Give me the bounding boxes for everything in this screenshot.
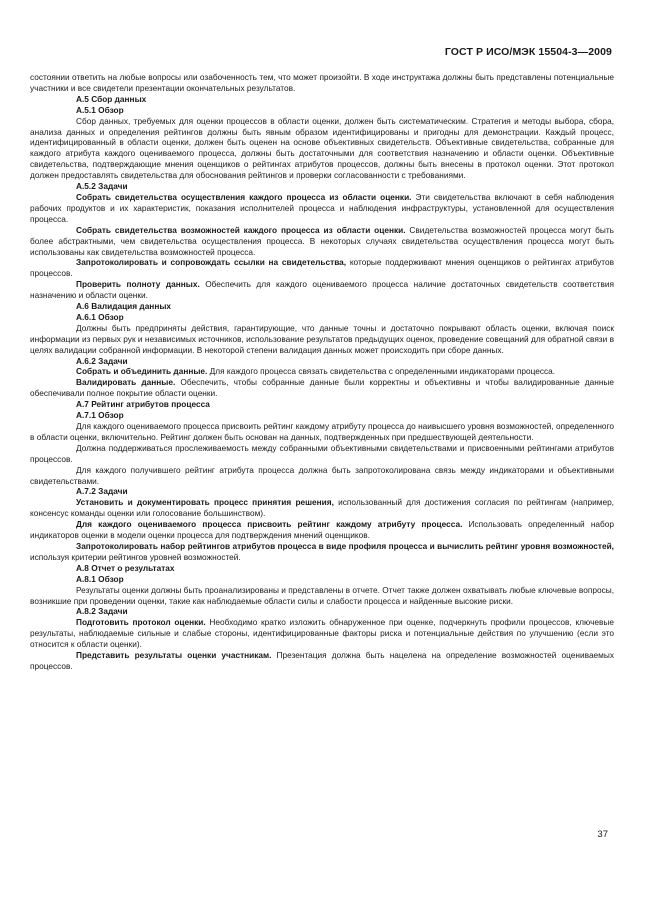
paragraph (30, 585, 614, 607)
paragraph (30, 465, 614, 487)
paragraph-lead: Установить и документировать процесс принятия решения, (76, 497, 334, 508)
paragraph-lead: Проверить полноту данных. (76, 279, 200, 290)
paragraph (30, 225, 614, 258)
paragraph-text: Свидетельства возможностей процесса могут быть более абстрактными, чем свидетельства осуществления процесса. В некоторых случаях свидетельства осуществления процесса могут быть использованы как свидетельства возможностей процесса. (30, 224, 614, 257)
section-heading: А.5.1 Обзор (76, 104, 124, 115)
paragraph-text: Результаты оценки должны быть проанализированы и представлены в отчете. Отчет также должен охватывать любые ключевые вопросы, возникшие при проведении оценки, такие как наблюдаемые области силы и слабости процесса и найденные высокие риски. (30, 584, 614, 606)
paragraph (30, 116, 614, 181)
section-heading: А.8.2 Задачи (76, 606, 128, 617)
paragraph-lead: Валидировать данные. (76, 377, 176, 388)
paragraph (30, 323, 614, 356)
paragraph (30, 497, 614, 519)
paragraph (30, 650, 614, 672)
paragraph-text: Использовать определенный набор индикаторов оценки в модели оценки процесса для подтверждения мнений оценщиков. (30, 519, 614, 541)
paragraph-text: Сбор данных, требуемых для оценки процессов в области оценки, должен быть систематическим. Стратегия и методы выбора, сбора, анализа данных и определения рейтингов должны быть явным образом идентифицированы и пригодны для демонстрации. Каждый процесс, идентифицированный в области оценки, должен быть оценен на основе объективных свидетельств. Объективные свидетельства, собранные для каждого атрибута каждого оцениваемого процесса, должны быть достаточными для соответствия назначению и области оценки. Объективные свидетельства, подтверждающие мнения оценщиков о рейтингах атрибутов процессов, должны быть внесены в протокол оценки. Этот протокол должен предоставлять свидетельства для обоснования рейтингов и проверки согласованности с требованиями. (30, 115, 614, 181)
paragraph (30, 443, 614, 465)
section-heading: А.5 Сбор данных (76, 93, 147, 104)
paragraph-lead: Представить результаты оценки участникам. (76, 650, 272, 661)
page-number: 37 (597, 829, 608, 840)
paragraph-text: Обеспечить, чтобы собранные данные были корректны и объективны и чтобы валидированные данные обеспечивали полное покрытие области оценки. (30, 377, 614, 399)
paragraph-text: используя критерии рейтингов уровней возможностей. (30, 551, 241, 562)
section-heading: А.7.1 Обзор (76, 410, 124, 421)
paragraph-lead: Запротоколировать и сопровождать ссылки на свидетельства, (76, 257, 347, 268)
paragraph (30, 366, 614, 377)
paragraph-lead: Для каждого оцениваемого процесса присвоить рейтинг каждому атрибуту процесса. (76, 519, 463, 530)
paragraph-text: Должны быть предприняты действия, гарантирующие, что данные точны и достаточно покрывают область оценки, включая поиск информации из первых рук и независимых источников, использование результатов предыдущих оценок, проведение совещаний для обратной связи в целях валидации собранной информации. В некоторой степени валидация данных может происходить при сборе данных. (30, 322, 614, 355)
section-heading: А.8.1 Обзор (76, 573, 124, 584)
section-heading: А.8 Отчет о результатах (76, 562, 175, 573)
paragraph-lead: Запротоколировать набор рейтингов атрибутов процесса в виде профиля процесса и вычислить рейтинг уровня возможностей, (76, 540, 614, 551)
section-heading: А.7.2 Задачи (76, 486, 128, 497)
paragraph (30, 192, 614, 225)
page-body (30, 72, 614, 672)
paragraph (30, 519, 614, 541)
section-heading: А.5.2 Задачи (76, 181, 128, 192)
paragraph-text: Для каждого процесса связать свидетельства с определенными индикаторами процесса. (207, 366, 556, 377)
paragraph (30, 541, 614, 563)
paragraph-text: Для каждого получившего рейтинг атрибута процесса должна быть запротоколирована связь между индикаторами и объективными свидетельствами. (30, 464, 614, 486)
section-heading: А.6.2 Задачи (76, 355, 128, 366)
document-code: ГОСТ Р ИСО/МЭК 15504-3—2009 (444, 46, 612, 58)
paragraph-text: Обеспечить для каждого оцениваемого процесса наличие достаточных свидетельств соответствия назначению и области оценки. (30, 279, 614, 301)
paragraph-text: Необходимо кратко изложить обнаруженное при оценке, подчеркнуть профили процессов, ключевые результаты, наблюдаемые сильные и слабые стороны, идентифицированные факторы риска и потенциальные действия по улучшению (если это относится к области оценки). (30, 617, 614, 650)
paragraph (30, 377, 614, 399)
section-heading: А.6.1 Обзор (76, 311, 124, 322)
paragraph-lead: Собрать свидетельства возможностей каждого процесса из области оценки. (76, 224, 406, 235)
paragraph-text: использованный для достижения согласия по рейтингам (например, консенсус команды оценки или голосование большинством). (30, 497, 614, 519)
paragraph-lead: Подготовить протокол оценки. (76, 617, 206, 628)
paragraph (30, 421, 614, 443)
section-heading: А.6 Валидация данных (76, 301, 172, 312)
paragraph (30, 617, 614, 650)
paragraph-lead: Собрать и объединить данные. (76, 366, 208, 377)
paragraph (30, 257, 614, 279)
section-heading: А.7 Рейтинг атрибутов процесса (76, 399, 210, 410)
paragraph (30, 279, 614, 301)
paragraph-text: Для каждого оцениваемого процесса присвоить рейтинг каждому атрибуту процесса до наивысшего уровня возможностей, определенного в области оценки, включительно. Рейтинг должен быть основан на данных, подтвержденных при предшествующей деятельности. (30, 421, 614, 442)
paragraph-lead: Собрать свидетельства осуществления каждого процесса из области оценки. (76, 191, 412, 202)
paragraph-text: Презентация должна быть нацелена на определение возможностей оцениваемых процессов. (30, 650, 614, 671)
paragraph (30, 72, 614, 94)
paragraph-text: Должна поддерживаться прослеживаемость между собранными объективными свидетельствами и присвоенными рейтингами атрибутов процессов. (30, 442, 614, 464)
paragraph-text: Эти свидетельства включают в себя наблюдения рабочих продуктов и их характеристик, показания исполнителей процесса и наблюдения инфраструктуры, установленной для осуществления процесса. (30, 191, 614, 224)
paragraph-text: состоянии ответить на любые вопросы или озабоченность тем, что может произойти. В ходе инструктажа должны быть представлены потенциальные участники и все свидетели презентации окончательных результатов. (30, 72, 614, 93)
paragraph-text: которые поддерживают мнения оценщиков о рейтингах атрибутов процессов. (30, 257, 614, 279)
